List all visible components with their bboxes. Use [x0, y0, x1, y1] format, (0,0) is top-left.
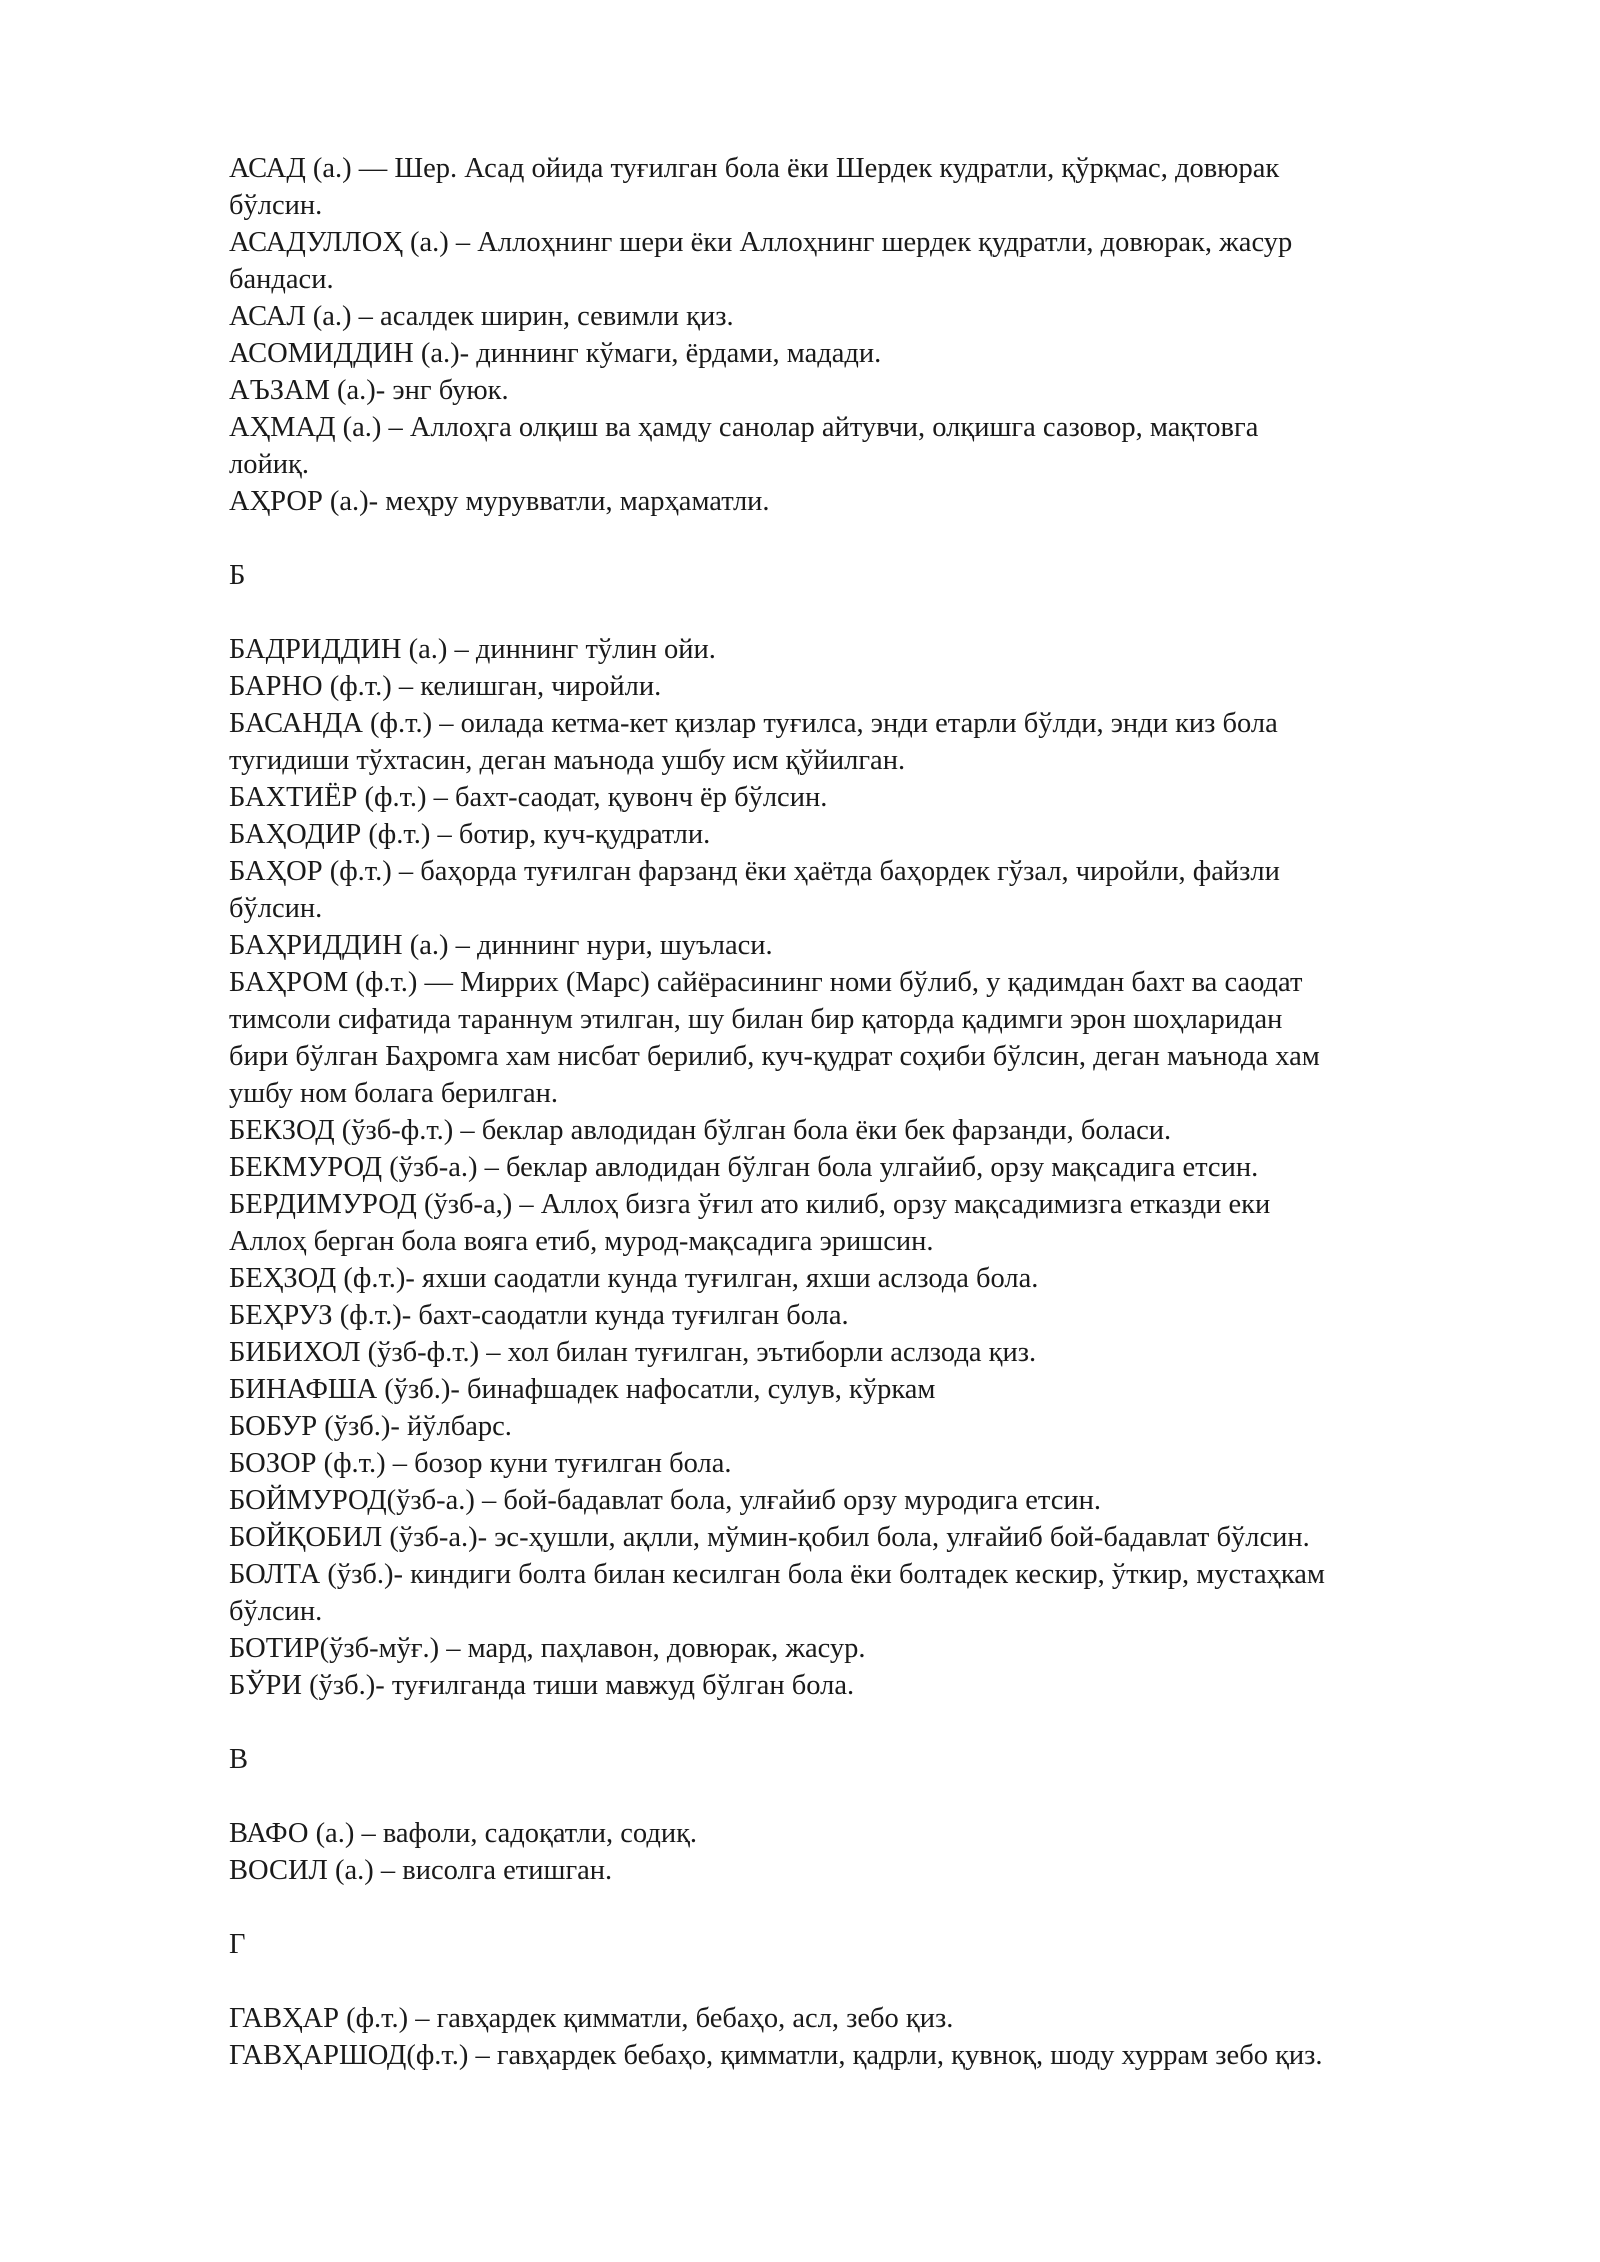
- entry-text-line: АСАЛ (а.) – асалдек ширин, севимли қиз.: [229, 301, 734, 332]
- entry-text-line: бўлсин.: [229, 1596, 323, 1627]
- entry-text-line: БОТИР(ўзб-мўғ.) – мард, паҳлавон, довюрак, жасур.: [229, 1633, 866, 1664]
- section-letter-heading: В: [229, 1744, 249, 1775]
- entry-text-line: БАРНО (ф.т.) – келишган, чиройли.: [229, 671, 662, 702]
- entry-text-line: БОБУР (ўзб.)- йўлбарс.: [229, 1411, 512, 1442]
- entry-text-line: БАХТИЁР (ф.т.) – бахт-саодат, қувонч ёр бўлсин.: [229, 782, 828, 813]
- entry-text-line: БЕКЗОД (ўзб-ф.т.) – беклар авлодидан бўлган бола ёки бек фарзанди, боласи.: [229, 1115, 1172, 1146]
- entry-text-line: БОЛТА (ўзб.)- киндиги болта билан кесилган бола ёки болтадек кескир, ўткир, мустаҳкам: [229, 1559, 1325, 1590]
- entry-text-line: АЪЗАМ (а.)- энг буюк.: [229, 375, 509, 406]
- entry-text-line: АҲРОР (а.)- меҳру мурувватли, марҳаматли.: [229, 486, 770, 517]
- entry-text-line: БИНАФША (ўзб.)- бинафшадек нафосатли, сулув, кўркам: [229, 1374, 936, 1405]
- document-page: [229, 150, 1509, 2074]
- entry-text-line: АСОМИДДИН (а.)- диннинг кўмаги, ёрдами, мадади.: [229, 338, 882, 369]
- entry-text-line: АСАД (а.) — Шер. Асад ойида туғилган бола ёки Шердек кудратли, қўрқмас, довюрак: [229, 153, 1280, 184]
- entry-text-line: БОЙҚОБИЛ (ўзб-а.)- эс-ҳушли, ақлли, мўмин-қобил бола, улғайиб бой-бадавлат бўлсин.: [229, 1522, 1310, 1553]
- entry-text-line: ушбу ном болага берилган.: [229, 1078, 559, 1109]
- section-1: [229, 520, 1509, 1704]
- entry-text-line: АҲМАД (а.) – Аллоҳга олқиш ва ҳамду санолар айтувчи, олқишга сазовор, мақтовга: [229, 412, 1259, 443]
- entry-text-line: БЕҲЗОД (ф.т.)- яхши саодатли кунда туғилган, яхши аслзода бола.: [229, 1263, 1039, 1294]
- entry-text-line: БАДРИДДИН (а.) – диннинг тўлин ойи.: [229, 634, 716, 665]
- entry-text-line: БАСАНДА (ф.т.) – оилада кетма-кет қизлар туғилса, энди етарли бўлди, энди киз бола: [229, 708, 1278, 739]
- entry-text-line: лойиқ.: [229, 449, 309, 480]
- section-0: [229, 150, 1509, 520]
- entry-text-line: БИБИХОЛ (ўзб-ф.т.) – хол билан туғилган, эътиборли аслзода қиз.: [229, 1337, 1037, 1368]
- entry-text-line: АСАДУЛЛОҲ (а.) – Аллоҳнинг шери ёки Аллоҳнинг шердек қудратли, довюрак, жасур: [229, 227, 1293, 258]
- blank-line: [229, 1963, 1509, 2000]
- blank-line: [229, 1778, 1509, 1815]
- entry-text-line: ГАВҲАР (ф.т.) – гавҳардек қимматли, бебаҳо, асл, зебо қиз.: [229, 2003, 954, 2034]
- section-letter-heading: Б: [229, 560, 246, 591]
- blank-line: [229, 1704, 1509, 1741]
- entry-text-line: БАҲРОМ (ф.т.) — Миррих (Марс) сайёрасининг номи бўлиб, у қадимдан бахт ва саодат: [229, 967, 1303, 998]
- entry-text-line: БЕКМУРОД (ўзб-а.) – беклар авлодидан бўлган бола улгайиб, орзу мақсадига етсин.: [229, 1152, 1259, 1183]
- entry-text-line: ВОСИЛ (а.) – висолга етишган.: [229, 1855, 613, 1886]
- entry-text-line: БЕРДИМУРОД (ўзб-а,) – Аллоҳ бизга ўғил ато килиб, орзу мақсадимизга етказди еки: [229, 1189, 1271, 1220]
- blank-line: [229, 1889, 1509, 1926]
- entry-text-line: БАҲОР (ф.т.) – баҳорда туғилган фарзанд ёки ҳаётда баҳордек гўзал, чиройли, файзли: [229, 856, 1280, 887]
- entry-text-line: БЎРИ (ўзб.)- туғилганда тиши мавжуд бўлган бола.: [229, 1670, 855, 1701]
- entry-text-line: ВАФО (а.) – вафоли, садоқатли, содиқ.: [229, 1818, 698, 1849]
- entry-text-line: БАҲОДИР (ф.т.) – ботир, куч-қудратли.: [229, 819, 711, 850]
- entry-text-line: тугидиши тўхтасин, деган маънода ушбу исм қўйилган.: [229, 745, 906, 776]
- entry-text-line: БЕҲРУЗ (ф.т.)- бахт-саодатли кунда туғилган бола.: [229, 1300, 849, 1331]
- entry-text-line: бўлсин.: [229, 893, 323, 924]
- entry-text-line: бандаси.: [229, 264, 334, 295]
- section-2: [229, 1704, 1509, 1889]
- entry-text-line: тимсоли сифатида тараннум этилган, шу билан бир қаторда қадимги эрон шоҳларидан: [229, 1004, 1283, 1035]
- entry-text-line: БОЙМУРОД(ўзб-а.) – бой-бадавлат бола, улғайиб орзу муродига етсин.: [229, 1485, 1101, 1516]
- entry-text-line: бўлсин.: [229, 190, 323, 221]
- section-letter-heading: Г: [229, 1929, 246, 1960]
- entry-text-line: Аллоҳ берган бола вояга етиб, мурод-мақсадига эришсин.: [229, 1226, 934, 1257]
- entry-text-line: ГАВҲАРШОД(ф.т.) – гавҳардек бебаҳо, қимматли, қадрли, қувноқ, шоду хуррам зебо қиз.: [229, 2040, 1323, 2071]
- blank-line: [229, 594, 1509, 631]
- section-3: [229, 1889, 1509, 2074]
- blank-line: [229, 520, 1509, 557]
- entry-text-line: БАҲРИДДИН (а.) – диннинг нури, шуъласи.: [229, 930, 773, 961]
- entry-text-line: бири бўлган Баҳромга хам нисбат берилиб, куч-қудрат соҳиби бўлсин, деган маънода хам: [229, 1041, 1320, 1072]
- entry-text-line: БОЗОР (ф.т.) – бозор куни туғилган бола.: [229, 1448, 732, 1479]
